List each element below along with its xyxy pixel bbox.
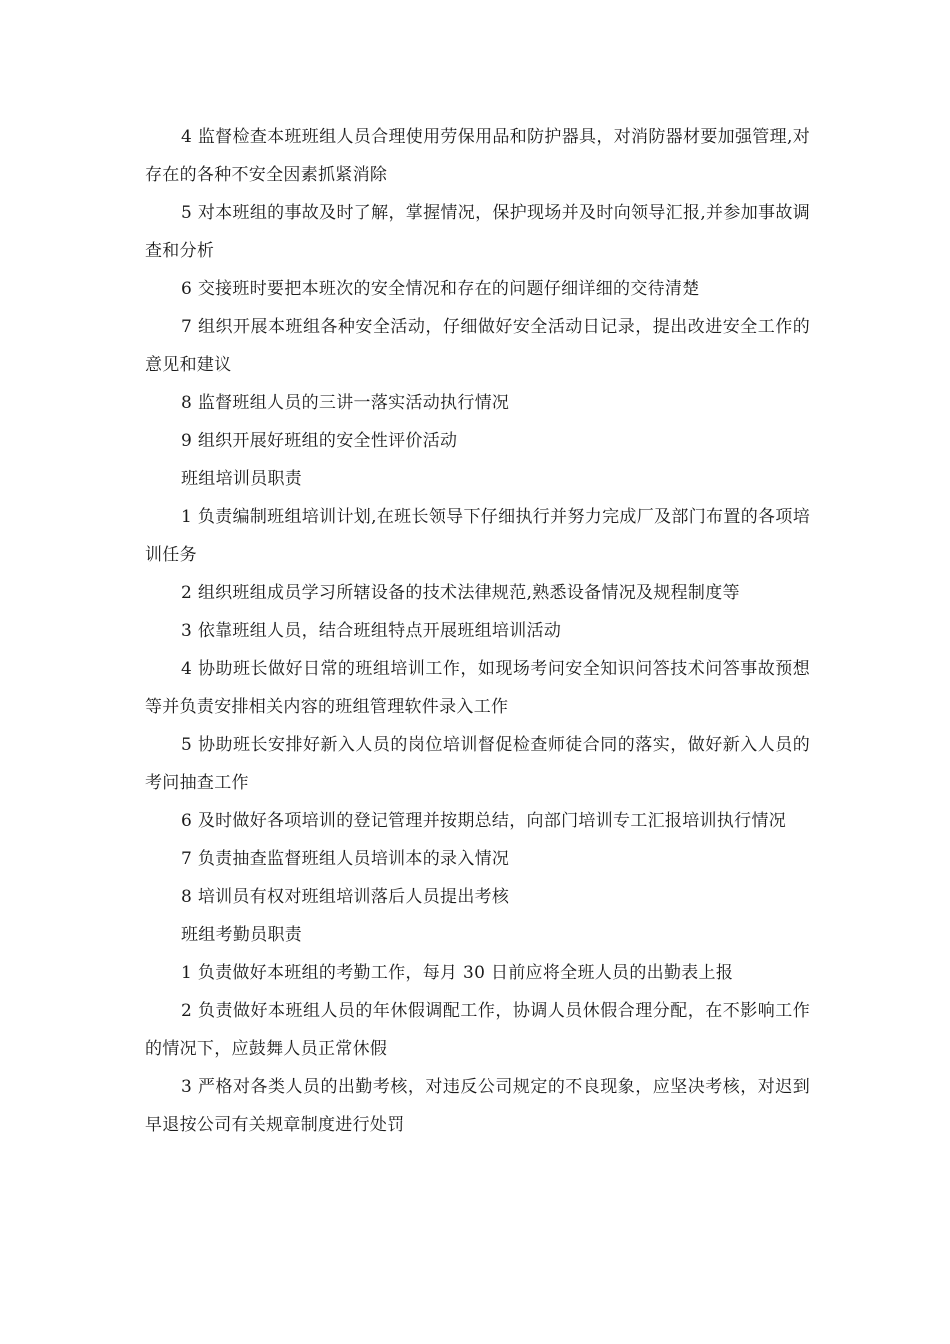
duty-item: 5 对本班组的事故及时了解，掌握情况，保护现场并及时向领导汇报,并参加事故调查和分析 <box>145 203 810 261</box>
duty-item: 6 交接班时要把本班次的安全情况和存在的问题仔细详细的交待清楚 <box>181 279 700 299</box>
duty-item: 4 协助班长做好日常的班组培训工作，如现场考问安全知识问答技术问答事故预想等并负责安排相关内容的班组管理软件录入工作 <box>145 659 810 717</box>
duty-item: 4 监督检查本班班组人员合理使用劳保用品和防护器具，对消防器材要加强管理,对存在的各种不安全因素抓紧消除 <box>145 127 810 185</box>
duty-item: 3 严格对各类人员的出勤考核，对违反公司规定的不良现象，应坚决考核，对迟到早退按公司有关规章制度进行处罚 <box>145 1077 810 1135</box>
duty-item: 6 及时做好各项培训的登记管理并按期总结，向部门培训专工汇报培训执行情况 <box>181 811 787 831</box>
duty-item: 3 依靠班组人员，结合班组特点开展班组培训活动 <box>181 621 562 641</box>
duty-item: 2 负责做好本班组人员的年休假调配工作，协调人员休假合理分配，在不影响工作的情况下，应鼓舞人员正常休假 <box>145 1001 810 1059</box>
document-page <box>145 118 810 1144</box>
section-heading-attendance: 班组考勤员职责 <box>181 925 303 945</box>
duty-item: 7 组织开展本班组各种安全活动，仔细做好安全活动日记录，提出改进安全工作的意见和建议 <box>145 317 810 375</box>
duty-item: 2 组织班组成员学习所辖设备的技术法律规范,熟悉设备情况及规程制度等 <box>181 583 740 603</box>
duty-item: 1 负责做好本班组的考勤工作，每月 30 日前应将全班人员的出勤表上报 <box>181 963 734 983</box>
duty-item: 5 协助班长安排好新入人员的岗位培训督促检查师徒合同的落实，做好新入人员的考问抽查工作 <box>145 735 810 793</box>
duty-item: 8 监督班组人员的三讲一落实活动执行情况 <box>181 393 510 413</box>
duty-item: 8 培训员有权对班组培训落后人员提出考核 <box>181 887 510 907</box>
duty-item: 1 负责编制班组培训计划,在班长领导下仔细执行并努力完成厂及部门布置的各项培训任务 <box>145 507 810 565</box>
duty-item: 9 组织开展好班组的安全性评价活动 <box>181 431 458 451</box>
section-heading-trainer: 班组培训员职责 <box>181 469 303 489</box>
duty-item: 7 负责抽查监督班组人员培训本的录入情况 <box>181 849 510 869</box>
